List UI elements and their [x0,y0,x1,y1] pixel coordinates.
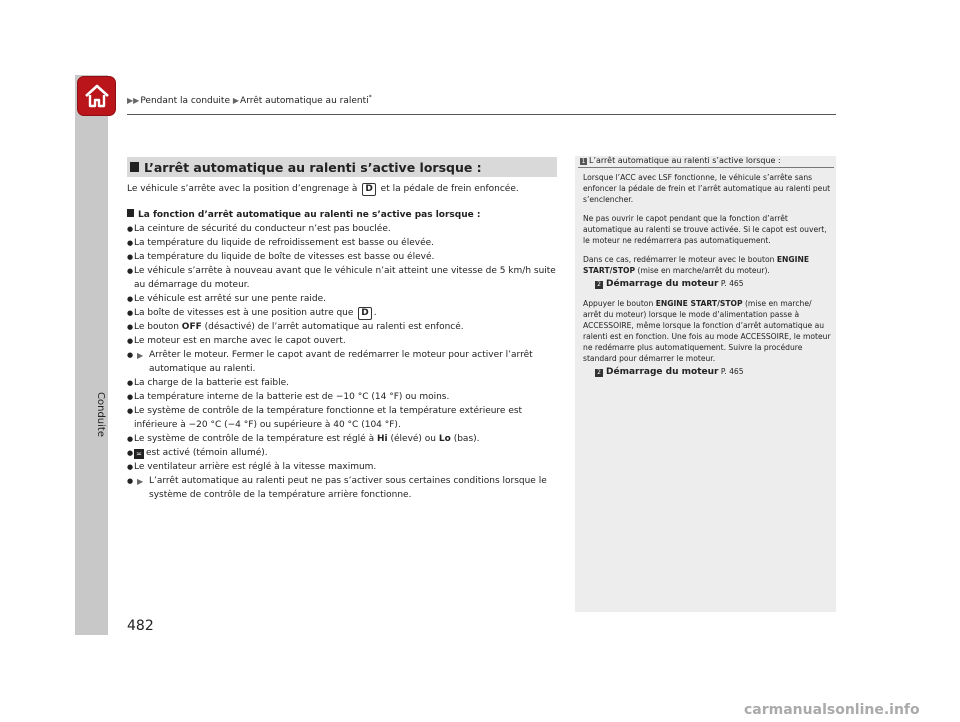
main-content [127,182,559,502]
subheading-square-icon [127,209,134,217]
note-paragraph: Ne pas ouvrir le capot pendant que la fonction d’arrêt automatique au ralenti se trouve activée. Si le capot est ouvert, le moteur ne redémarrera pas automatiquement. [583,214,827,245]
chapter-sidebar [75,75,108,635]
cross-reference-icon: 2 [595,369,603,377]
lo-label: Lo [438,434,451,444]
list-item [127,306,559,320]
home-button[interactable] [77,76,116,116]
breadcrumb-arrow-icon: ▶ [232,96,240,105]
cross-reference-page[interactable]: P. 465 [720,367,744,376]
note-text: (mise en marche/ arrêt du moteur) lorsque le mode d’alimentation passe à ACCESSOIRE, même lorsque la fonction d’arrêt automatique au ralenti est en fonction. Une fois au mode ACCESSOIRE, le moteur ne redémarre plus automatiquement. Suivre la procédure standard pour démarrer le moteur. [583,299,831,363]
list-item: ● La température interne de la batterie est de −10 °C (14 °F) ou moins. [127,390,559,404]
note-text: Appuyer le bouton [583,299,654,308]
note-text: Dans ce cas, redémarrer le moteur avec le bouton [583,255,775,264]
subheading [127,208,559,222]
list-item: ● Le véhicule est arrêté sur une pente raide. [127,292,559,306]
engine-start-stop-label: ENGINE START/STOP [583,255,810,275]
note-paragraph [583,298,831,364]
gear-d-key: D [358,307,371,320]
note-text: (mise en marche/arrêt du moteur). [637,266,770,275]
list-item-text-end: . [373,308,377,318]
section-title-bar [127,157,557,177]
list-item: ● La charge de la batterie est faible. [127,376,559,390]
breadcrumb-asterisk: * [368,94,372,101]
breadcrumb-arrow-icon: ▶▶ [127,96,140,105]
engine-start-stop-label: ENGINE START/STOP [655,299,743,308]
list-item: ● Le moteur est en marche avec le capot ouvert. [127,334,559,348]
intro-text-end: et la pédale de frein enfoncée. [380,184,519,194]
list-item-text: Le système de contrôle de la température est réglé à [134,434,375,444]
cross-reference-link[interactable] [583,366,831,378]
list-item [127,432,559,446]
watermark: carmanualsonline.info [744,702,920,718]
hi-label: Hi [376,434,388,444]
list-item: ● La ceinture de sécurité du conducteur n’est pas bouclée. [127,222,559,236]
notes-panel-heading [580,156,830,165]
reference-number-icon: 1 [581,158,586,165]
off-button-label: OFF [181,322,202,332]
cross-reference-link[interactable] [583,278,831,290]
chapter-label: Conduite [95,392,106,437]
list-item: ● La température du liquide de refroidissement est basse ou élevée. [127,236,559,250]
notes-panel-body [583,172,831,386]
list-item-text-end: (désactivé) de l’arrêt automatique au ralenti est enfoncé. [204,322,464,332]
list-item [127,320,559,334]
gear-d-key: D [362,183,375,196]
intro-text: Le véhicule s’arrête avec la position d’engrenage à [127,184,358,194]
note-text: L’arrêt automatique au ralenti peut ne pas s’activer sous certaines conditions lorsque le système de contrôle de la température arrière fonctionne. [149,476,547,500]
rear-defroster-icon: ≍ [134,449,144,459]
section-square-icon [130,162,139,172]
notes-panel-title: L’arrêt automatique au ralenti s’active lorsque : [589,156,781,165]
cross-reference-page[interactable]: P. 465 [720,279,744,288]
subheading-text: La fonction d’arrêt automatique au ralenti ne s’active pas lorsque : [138,210,481,220]
header-rule [127,114,836,115]
list-item: ● Le ventilateur arrière est réglé à la vitesse maximum. [127,460,559,474]
home-icon [83,82,111,110]
cross-reference-title[interactable]: Démarrage du moteur [606,367,719,377]
breadcrumb [127,94,372,106]
list-item-text: La boîte de vitesses est à une position autre que [134,308,354,318]
list-item-text: est activé (témoin allumé). [146,448,268,458]
breadcrumb-link-driving[interactable]: Pendant la conduite [140,96,231,106]
list-item: ● Le système de contrôle de la température fonctionne et la température extérieure est inférieure à −20 °C (−4 °F) ou supérieure à 40 °C (104 °F). [127,404,559,432]
list-item-text: Le bouton [134,322,179,332]
note-arrow-icon: ● ▶ [137,351,144,360]
cross-reference-title[interactable]: Démarrage du moteur [606,279,719,289]
list-item [127,446,559,460]
notes-panel-rule [578,167,834,168]
note-paragraph [583,254,831,276]
intro-paragraph [127,182,559,196]
list-item: ● Le véhicule s’arrête à nouveau avant que le véhicule n’ait atteint une vitesse de 5 km/h suite au démarrage du moteur. [127,264,559,292]
section-title: L’arrêt automatique au ralenti s’active lorsque : [144,159,482,175]
note-paragraph: Lorsque l’ACC avec LSF fonctionne, le véhicule s’arrête sans enfoncer la pédale de frein et l’arrêt automatique au ralenti peut s’enclencher. [583,173,831,204]
list-note [127,348,559,376]
condition-list [127,222,559,502]
note-arrow-icon: ● ▶ [137,477,144,486]
page-number: 482 [127,618,154,634]
note-text: Arrêter le moteur. Fermer le capot avant de redémarrer le moteur pour activer l’arrêt automatique au ralenti. [149,350,533,374]
list-item: ● La température du liquide de boîte de vitesses est basse ou élevé. [127,250,559,264]
list-item-text: (élevé) ou [390,434,437,444]
cross-reference-icon: 2 [595,281,603,289]
list-note [127,474,559,502]
breadcrumb-current: Arrêt automatique au ralenti [240,96,369,106]
list-item-text-end: (bas). [453,434,480,444]
